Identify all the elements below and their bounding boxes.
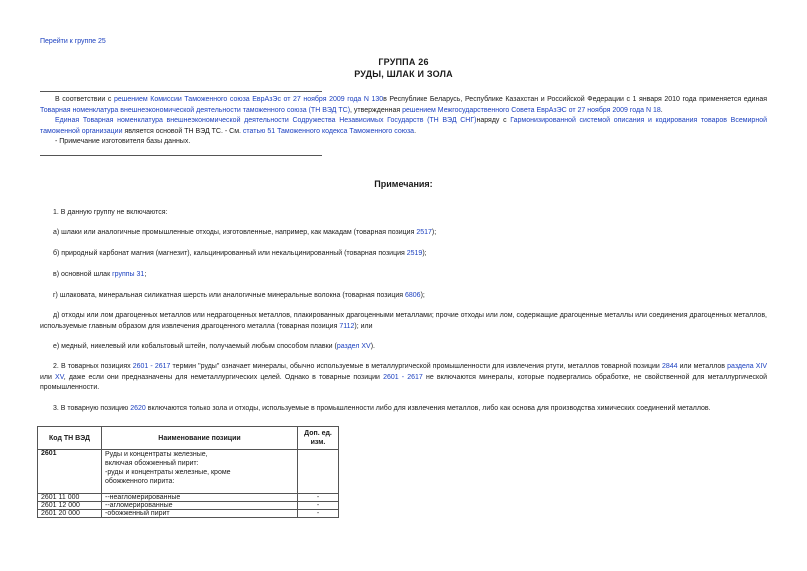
column-header-name: Наименование позиции [102,427,298,450]
column-header-code: Код ТН ВЭД [38,427,102,450]
cell-name: --неагломерированные [102,494,298,502]
intro-paragraph-2 [40,116,767,137]
table-row [38,494,339,502]
link-2620[interactable]: 2620 [130,405,146,412]
cell-name [102,450,298,494]
note-text: 2. В товарных позициях [53,363,133,370]
note-text: ; [144,271,147,278]
link-tn-ved-sng[interactable]: Единая Товарная номенклатура внешнеэкономической деятельности Содружества Независимых Государств (ТН ВЭД СНГ) [55,117,477,124]
notes-heading: Примечания: [374,179,433,189]
cell-name-line: включая обожженный пирит: [105,460,199,467]
note-1b [40,249,767,260]
table-header-row [38,427,339,450]
note-text: термин "руды" означает минералы, обычно используемые в металлургической промышленности для извлечения ртути, металлов товарной позиции [170,363,662,370]
note-text: не включаются минералы, которые подвергались обработке, не свойственной для металлургической промышленности. [40,373,768,391]
note-1c [40,270,767,281]
link-council-decision[interactable]: решением Межгосударственного Совета ЕврАзЭС от 27 ноября 2009 года N 18 [402,106,661,114]
nav-link-group-25[interactable]: Перейти к группе 25 [40,38,106,45]
note-text: ); [420,292,425,299]
header-unit-line: изм. [310,439,326,446]
note-text: б) природный карбонат магния (магнезит), кальцинированный или некальцинированный (товарная позиция [53,250,407,257]
cell-name-line: -руды и концентраты железные, кроме [105,469,231,476]
divider-bottom [40,155,322,156]
link-harmonized-system[interactable]: Гармонизированной системой описания и кодирования товаров Всемирной таможенной организации [40,117,767,135]
intro-text: , утвержденная [350,106,403,114]
intro-paragraph-1 [40,95,767,116]
intro-block [40,95,767,148]
link-6806[interactable]: 6806 [405,292,421,299]
note-text: а) шлаки или аналогичные промышленные отходы, изготовленные, например, как макадам (товарная позиция [53,229,417,236]
link-customs-code-article[interactable]: статью 51 Таможенного кодекса Таможенного союза [242,127,415,135]
note-text: в) основной шлак [53,271,113,278]
column-header-unit [298,427,339,450]
intro-text: в Республике Беларусь, Республике Казахстан и Российской Федерации с 1 января 2010 года применяется единая [383,96,767,103]
link-section-xv[interactable]: раздел XV [336,343,371,350]
note-text: ); [422,250,427,257]
note-text: г) шлаковата, минеральная силикатная шерсть или аналогичные минеральные волокна (товарная позиция [53,292,405,299]
note-1 [40,208,767,219]
link-2519[interactable]: 2519 [406,250,423,257]
cell-code: 2601 11 000 [38,494,102,502]
link-2601-2617-b[interactable]: 2601 - 2617 [383,373,423,381]
note-1f [40,342,767,353]
divider-top [40,91,322,92]
note-text: 3. В товарную позицию [53,405,131,412]
cell-name-line: Руды и концентраты железные, [105,451,208,458]
note-3 [40,404,767,415]
cell-code: 2601 [38,450,102,494]
note-text: включаются только зола и отходы, используемые в промышленности либо для извлечения металлов, либо как основа для производства химических соединений металлов. [145,405,711,412]
link-section-xiv[interactable]: раздела XIV [727,363,767,370]
note-text: или металлов [677,363,728,370]
cell-unit: - [298,494,339,502]
intro-text: . [660,106,663,114]
link-group-31[interactable]: группы 31 [112,271,145,278]
intro-text: В соответствии с [55,96,114,103]
link-2517[interactable]: 2517 [416,229,432,236]
intro-text: наряду с [476,117,511,124]
table-row [38,502,339,510]
group-title: ГРУППА 26 [378,57,429,67]
note-text: ); [431,229,437,236]
cell-code: 2601 20 000 [38,510,102,518]
link-tn-ved-ts[interactable]: Товарная номенклатура внешнеэкономической деятельности таможенного союза (ТН ВЭД ТС) [40,106,351,114]
link-2601-2617[interactable]: 2601 - 2617 [132,363,171,370]
link-xv[interactable]: XV [55,373,64,381]
intro-text: . [414,127,417,135]
link-2844[interactable]: 2844 [661,363,678,370]
tariff-table [37,426,339,518]
table-row [38,510,339,518]
cell-unit [298,450,339,494]
cell-name: -обожженный пирит [102,510,298,518]
cell-name-line: обожженного пирита: [105,478,175,485]
link-7112[interactable]: 7112 [339,322,355,330]
intro-text: является основой ТН ВЭД ТС. - См. [122,127,243,135]
note-1a [40,228,767,239]
note-text: или [40,373,56,381]
cell-unit: - [298,502,339,510]
note-text: , даже если они предназначены для неметаллургических целей. Однако в товарные позиции [63,373,384,381]
group-subtitle: РУДЫ, ШЛАК И ЗОЛА [354,69,453,79]
cell-name: --агломерированные [102,502,298,510]
note-text: д) отходы или лом драгоценных металлов или недрагоценных металлов, плакированных драгоценными металлами; прочие отходы или лом, содержащие драгоценные металлы или соединения драгоценных металлов, используемые главным образом для извлечения драгоценного металла (товарная позиция [40,312,767,330]
note-2 [40,362,767,394]
note-1d [40,291,767,302]
cell-code: 2601 12 000 [38,502,102,510]
table-row [38,450,339,494]
note-text: ). [370,343,375,350]
note-text: ); или [354,322,373,330]
link-commission-decision[interactable]: решением Комиссии Таможенного союза ЕврАзЭс от 27 ноября 2009 года N 130 [113,96,384,103]
cell-unit: - [298,510,339,518]
note-1-text: 1. В данную группу не включаются: [53,209,168,216]
header-unit-line: Доп. ед. [304,430,332,437]
note-text: е) медный, никелевый или кобальтовый штейн, получаемый любым способом плавки ( [53,343,337,350]
note-1e [40,311,767,332]
intro-paragraph-3: - Примечание изготовителя базы данных. [55,138,191,145]
